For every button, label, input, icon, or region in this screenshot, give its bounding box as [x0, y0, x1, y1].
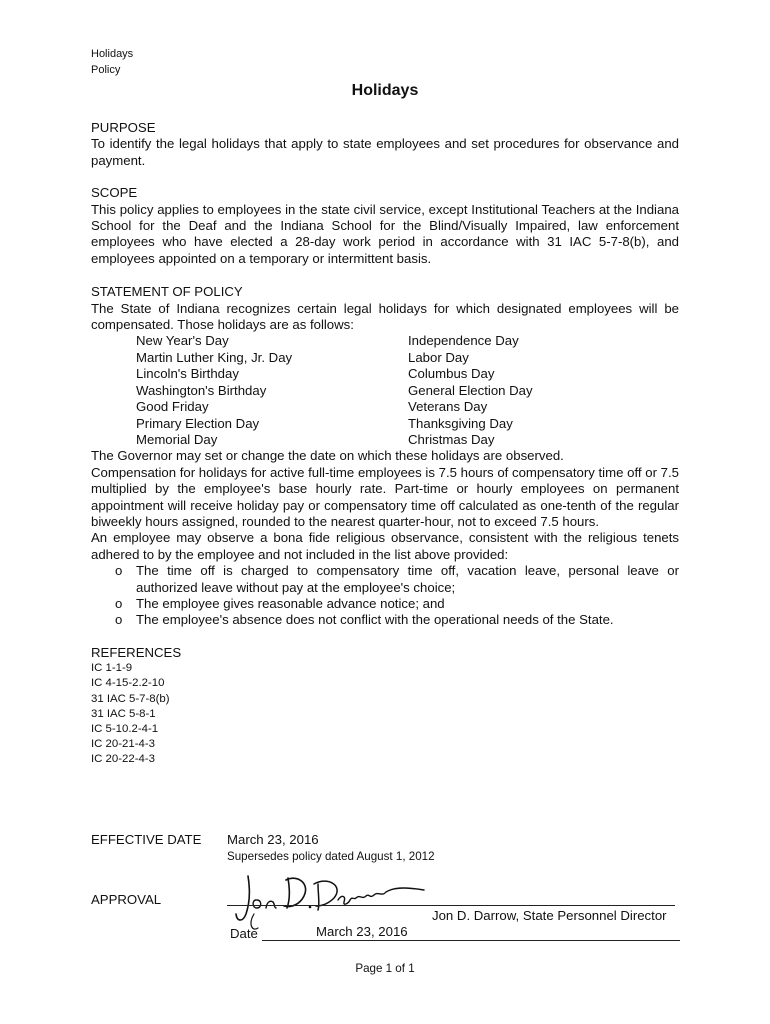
- holiday-item: Veterans Day: [408, 399, 488, 415]
- document-header: [91, 46, 133, 78]
- header-line-1: Holidays: [91, 48, 134, 60]
- document-body: [91, 120, 679, 768]
- approval-date-value: March 23, 2016: [316, 924, 408, 939]
- holiday-item: New Year's Day: [136, 333, 229, 349]
- condition-text: The time off is charged to compensatory time off, vacation leave, personal leave or authorized leave without pay at the employee's choice;: [136, 563, 679, 595]
- reference-item: 31 IAC 5-7-8(b): [91, 692, 170, 705]
- condition-item: [91, 612, 679, 628]
- signature-image: [226, 862, 426, 932]
- reference-item: IC 20-22-4-3: [91, 753, 155, 766]
- header-line-2: Policy: [91, 64, 121, 76]
- holiday-item: Memorial Day: [136, 431, 218, 447]
- condition-text: The employee's absence does not conflict with the operational needs of the State.: [136, 612, 614, 628]
- references-heading: REFERENCES: [91, 644, 182, 660]
- holiday-item: Primary Election Day: [136, 415, 260, 431]
- holiday-item: Lincoln's Birthday: [136, 366, 239, 382]
- approval-date-line: [262, 940, 680, 941]
- effective-date-value: March 23, 2016: [227, 832, 319, 847]
- statement-heading: STATEMENT OF POLICY: [91, 284, 243, 300]
- signer-name: Jon D. Darrow, State Personnel Director: [432, 908, 667, 923]
- purpose-section: [91, 120, 679, 169]
- purpose-text: To identify the legal holidays that apply to state employees and set procedures for observance and payment.: [91, 136, 679, 168]
- page-title: Holidays: [351, 82, 419, 99]
- statement-section: [91, 284, 679, 629]
- holiday-item: General Election Day: [408, 382, 533, 398]
- scope-section: [91, 185, 679, 267]
- scope-text: This policy applies to employees in the state civil service, except Institutional Teachers at the Indiana School for the Deaf and the Indiana School for the Blind/Visually Impaired, law enforcement employees who have elected a 28-day work period in accordance with 31 IAC 5-7-8(b), and employees appointed on a temporary or intermittent basis.: [91, 201, 679, 266]
- holiday-item: Washington's Birthday: [136, 382, 267, 398]
- reference-item: IC 5-10.2-4-1: [91, 723, 159, 735]
- bullet-icon: o: [115, 563, 123, 579]
- holiday-item: Labor Day: [408, 349, 469, 365]
- references-section: [91, 645, 679, 768]
- holiday-list: [136, 333, 679, 448]
- reference-item: 31 IAC 5-8-1: [91, 707, 156, 720]
- condition-item: [91, 596, 679, 612]
- signature-line: [227, 905, 675, 906]
- approval-label: APPROVAL: [91, 892, 162, 907]
- page-number: Page 1 of 1: [355, 962, 415, 975]
- holiday-item: Thanksgiving Day: [408, 415, 513, 431]
- governor-text: The Governor may set or change the date on which these holidays are observed.: [91, 448, 564, 464]
- holiday-item: Martin Luther King, Jr. Day: [136, 349, 293, 365]
- reference-item: IC 4-15-2.2-10: [91, 677, 165, 690]
- effective-date-label: EFFECTIVE DATE: [91, 832, 202, 847]
- reference-item: IC 1-1-9: [91, 662, 133, 675]
- reference-list: [91, 661, 679, 767]
- religious-text: An employee may observe a bona fide religious observance, consistent with the religious tenets adhered to by the employee and not included in the list above provided:: [91, 530, 679, 562]
- holiday-item: Christmas Day: [408, 431, 495, 447]
- statement-intro: The State of Indiana recognizes certain legal holidays for which designated employees will be compensated. Those holidays are as follows:: [91, 300, 679, 333]
- condition-item: [91, 563, 679, 596]
- scope-heading: SCOPE: [91, 185, 138, 201]
- compensation-text: Compensation for holidays for active full-time employees is 7.5 hours of compensatory time off or 7.5 multiplied by the employee's base hourly rate. Part-time or hourly employees on permanent appointment will receive holiday pay or compensatory time off calculated as one-tenth of the regular biweekly hours assigned, rounded to the nearest quarter-hour, not to exceed 7.5 hours.: [91, 464, 679, 529]
- condition-text: The employee gives reasonable advance notice; and: [136, 595, 445, 611]
- reference-item: IC 20-21-4-3: [91, 738, 155, 751]
- condition-list: [91, 563, 679, 629]
- approval-date-label: Date: [230, 926, 258, 941]
- bullet-icon: o: [115, 612, 123, 628]
- purpose-heading: PURPOSE: [91, 120, 156, 135]
- holiday-item: Independence Day: [408, 333, 519, 349]
- holiday-item: Good Friday: [136, 399, 209, 415]
- supersedes-note: Supersedes policy dated August 1, 2012: [227, 850, 435, 863]
- holiday-item: Columbus Day: [408, 366, 495, 382]
- bullet-icon: o: [115, 595, 123, 611]
